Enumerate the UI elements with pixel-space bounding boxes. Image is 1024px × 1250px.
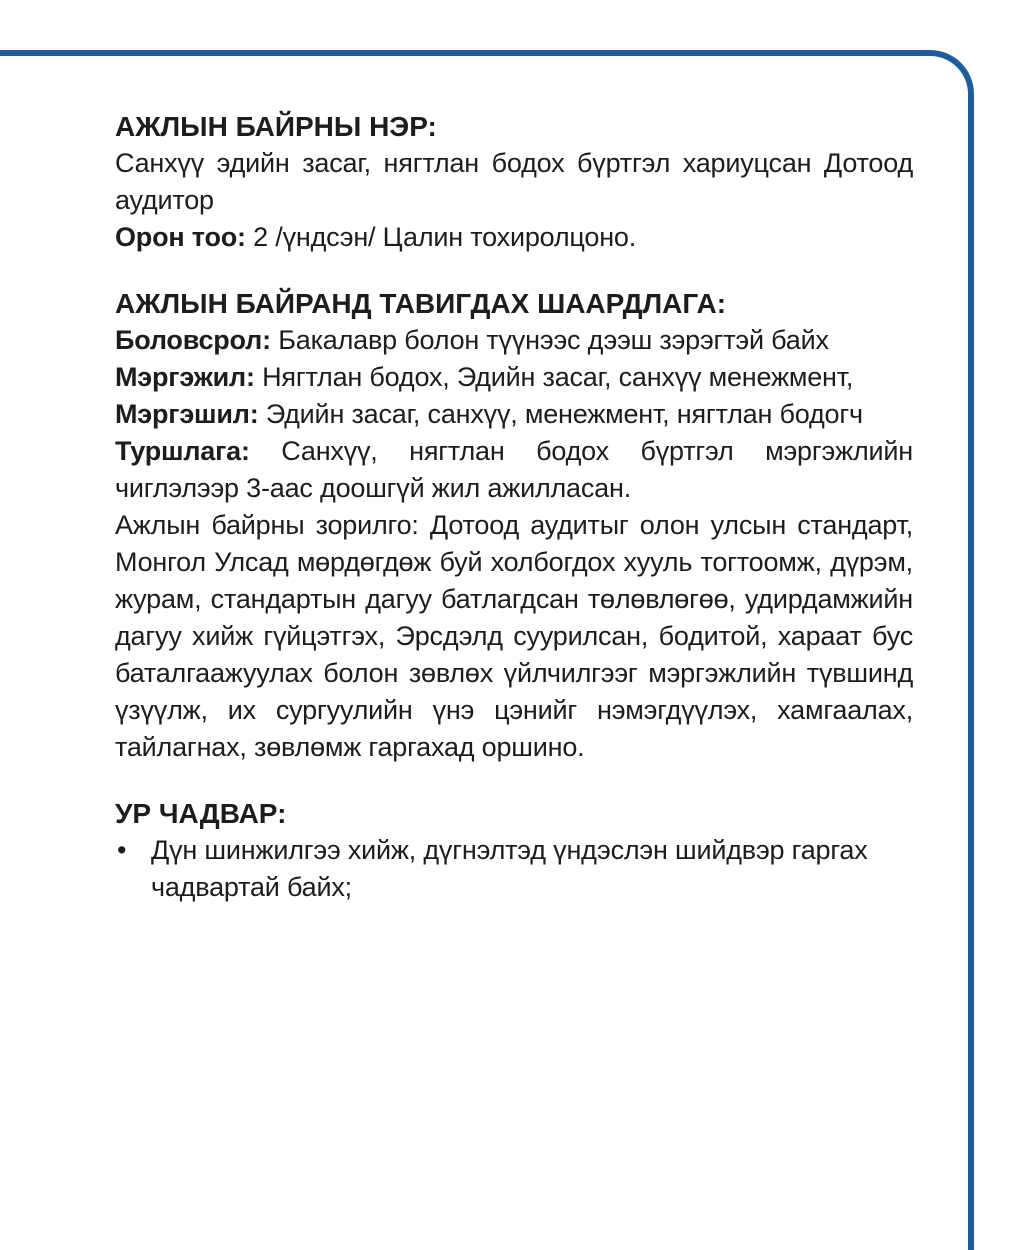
requirements-heading: АЖЛЫН БАЙРАНД ТАВИГДАХ ШААРДЛАГА:	[115, 288, 727, 319]
requirement-experience	[115, 433, 913, 507]
job-title-text: Санхүү эдийн засаг, нягтлан бодох бүртгэл хариуцсан Дотоод аудитор	[115, 148, 913, 215]
requirement-experience-text: Санхүү, нягтлан бодох бүртгэл мэргэжлийн чиглэлээр 3-аас доошгүй жил ажилласан.	[115, 436, 913, 503]
requirement-specialization	[115, 396, 913, 433]
skill-list-item	[115, 832, 913, 906]
section-skills	[115, 795, 913, 906]
headcount-line	[115, 219, 913, 256]
requirement-specialization-label: Мэргэшил:	[115, 399, 259, 429]
requirement-experience-label: Туршлага:	[115, 436, 250, 466]
requirement-specialization-text: Эдийн засаг, санхүү, менежмент, нягтлан бодогч	[265, 399, 863, 429]
requirement-education	[115, 322, 913, 359]
job-title-heading: АЖЛЫН БАЙРНЫ НЭР:	[115, 111, 437, 142]
requirement-education-text: Бакалавр болон түүнээс дээш зэрэгтэй байх	[278, 325, 829, 355]
requirement-profession-text: Нягтлан бодох, Эдийн засаг, санхүү менежмент,	[262, 362, 854, 392]
requirement-profession-label: Мэргэжил:	[115, 362, 255, 392]
requirement-profession	[115, 359, 913, 396]
headcount-value: 2 /үндсэн/ Цалин тохиролцоно.	[253, 222, 637, 252]
requirement-education-label: Боловсрол:	[115, 325, 271, 355]
job-purpose-paragraph: Ажлын байрны зорилго: Дотоод аудитыг олон улсын стандарт, Монгол Улсад мөрдөгдөж буй холбогдох хууль тогтоомж, дүрэм, журам, стандартын дагуу батлагдсан төлөвлөгөө, удирдамжийн дагуу хийж гүйцэтгэх, Эрсдэлд суурилсан, бодитой, хараат бус баталгаажуулах болон зөвлөх үйлчилгээг мэргэжлийн түвшинд үзүүлж, их сургуулийн үнэ цэнийг нэмэгдүүлэх, хамгаалах, тайлагнах, зөвлөмж гаргахад оршино.	[115, 510, 913, 762]
skills-heading: УР ЧАДВАР:	[115, 798, 287, 829]
headcount-label: Орон тоо:	[115, 222, 246, 252]
section-job-title	[115, 108, 913, 256]
skill-item-text: Дүн шинжилгээ хийж, дүгнэлтэд үндэслэн шийдвэр гаргах чадвартай байх;	[151, 835, 868, 902]
bullet-icon: •	[117, 835, 127, 865]
section-requirements	[115, 285, 913, 766]
job-posting-document	[115, 108, 913, 906]
